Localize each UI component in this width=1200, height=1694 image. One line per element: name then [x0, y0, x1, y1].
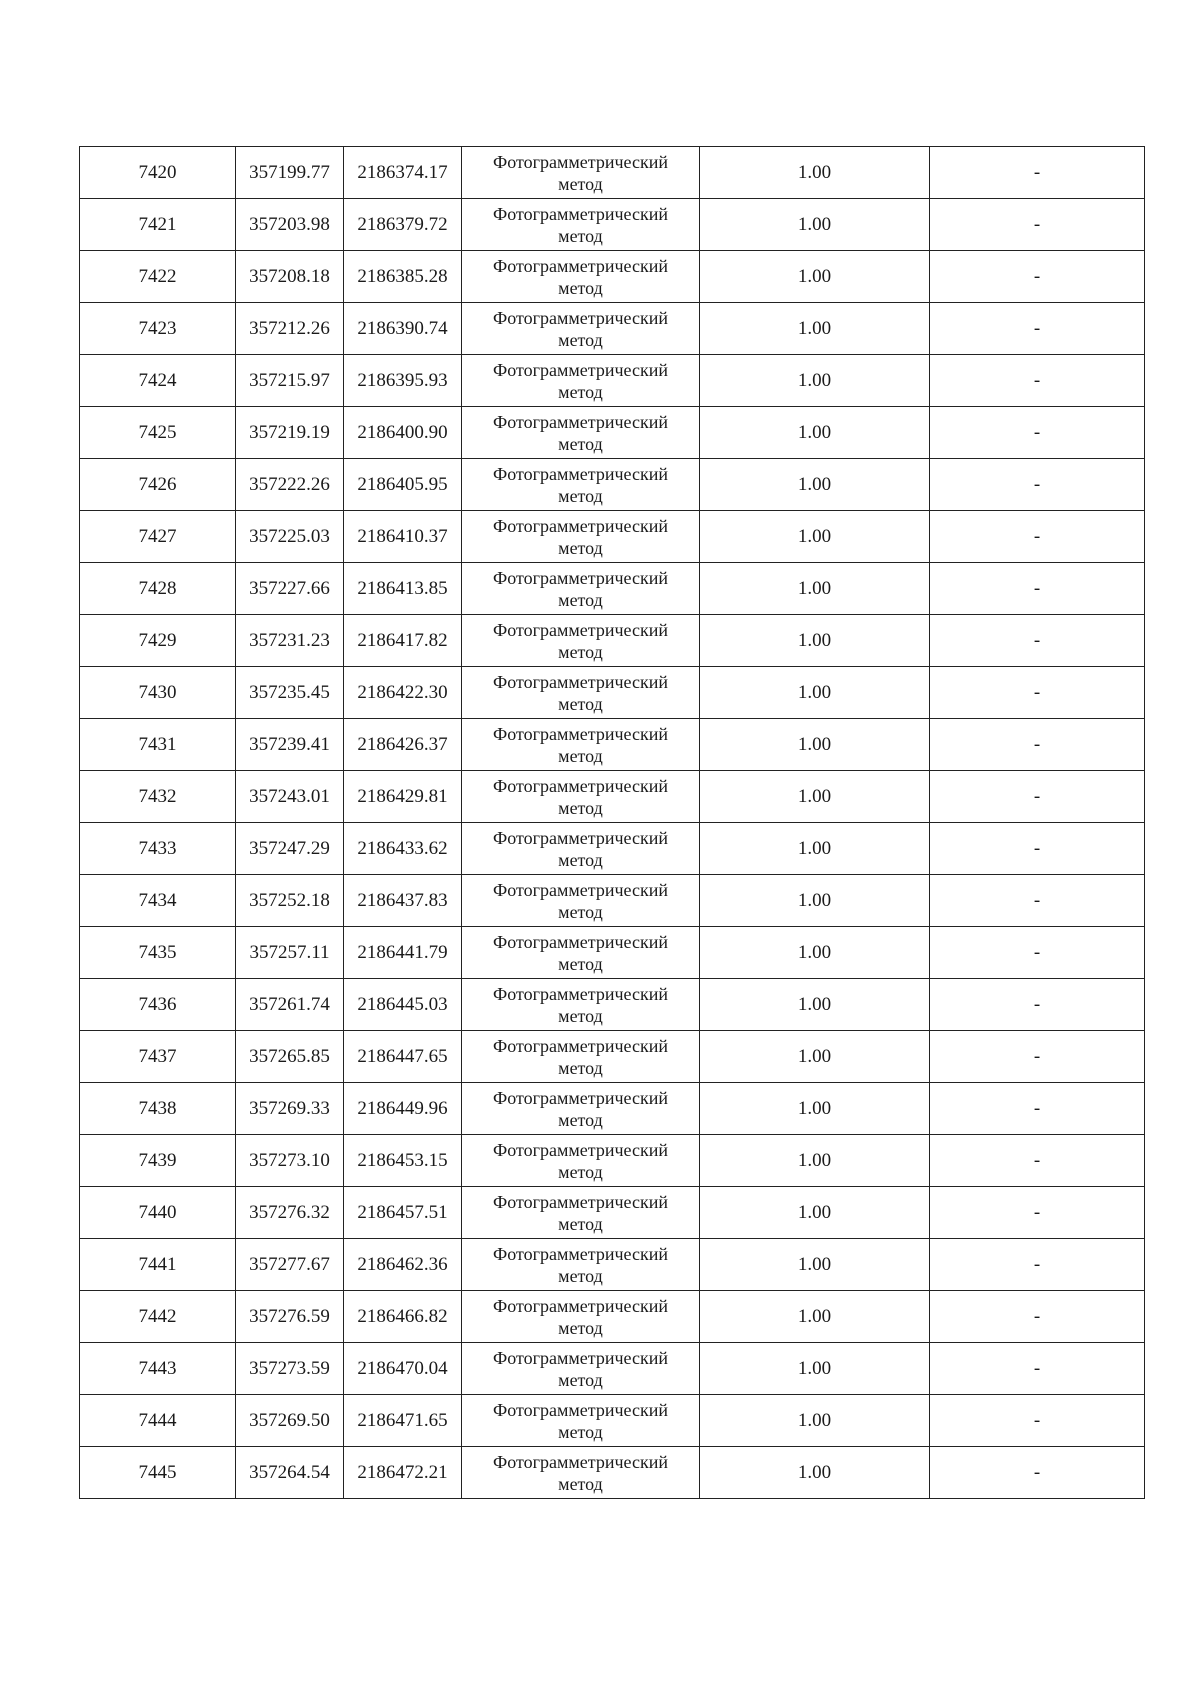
y-coordinate-cell: 2186437.83 — [344, 875, 462, 927]
point-number-cell: 7427 — [80, 511, 236, 563]
method-line-1: Фотограмметрический — [493, 1451, 668, 1472]
x-coordinate-cell: 357264.54 — [236, 1447, 344, 1499]
y-coordinate-cell: 2186390.74 — [344, 303, 462, 355]
method-cell — [462, 147, 700, 199]
note-cell: - — [930, 667, 1145, 719]
point-number-cell: 7439 — [80, 1135, 236, 1187]
method-line-2: метод — [558, 1005, 603, 1026]
table-row — [80, 1135, 1145, 1187]
point-number-cell: 7431 — [80, 719, 236, 771]
method-line-2: метод — [558, 329, 603, 350]
table-row — [80, 979, 1145, 1031]
table-row — [80, 615, 1145, 667]
note-cell: - — [930, 875, 1145, 927]
table-row — [80, 1083, 1145, 1135]
x-coordinate-cell: 357215.97 — [236, 355, 344, 407]
note-cell: - — [930, 1083, 1145, 1135]
note-cell: - — [930, 927, 1145, 979]
table-row — [80, 563, 1145, 615]
table-row — [80, 1291, 1145, 1343]
method-line-1: Фотограмметрический — [493, 1139, 668, 1160]
note-cell: - — [930, 459, 1145, 511]
table-row — [80, 875, 1145, 927]
method-line-2: метод — [558, 797, 603, 818]
note-cell: - — [930, 1343, 1145, 1395]
point-number-cell: 7434 — [80, 875, 236, 927]
x-coordinate-cell: 357203.98 — [236, 199, 344, 251]
accuracy-cell: 1.00 — [700, 511, 930, 563]
method-line-1: Фотограмметрический — [493, 151, 668, 172]
method-cell — [462, 1239, 700, 1291]
note-cell: - — [930, 563, 1145, 615]
y-coordinate-cell: 2186445.03 — [344, 979, 462, 1031]
x-coordinate-cell: 357219.19 — [236, 407, 344, 459]
y-coordinate-cell: 2186449.96 — [344, 1083, 462, 1135]
x-coordinate-cell: 357261.74 — [236, 979, 344, 1031]
method-line-1: Фотограмметрический — [493, 775, 668, 796]
method-line-2: метод — [558, 537, 603, 558]
method-line-1: Фотограмметрический — [493, 411, 668, 432]
x-coordinate-cell: 357277.67 — [236, 1239, 344, 1291]
accuracy-cell: 1.00 — [700, 1135, 930, 1187]
accuracy-cell: 1.00 — [700, 979, 930, 1031]
note-cell: - — [930, 823, 1145, 875]
table-row — [80, 1239, 1145, 1291]
note-cell: - — [930, 1031, 1145, 1083]
note-cell: - — [930, 407, 1145, 459]
y-coordinate-cell: 2186441.79 — [344, 927, 462, 979]
method-line-2: метод — [558, 1109, 603, 1130]
accuracy-cell: 1.00 — [700, 823, 930, 875]
accuracy-cell: 1.00 — [700, 355, 930, 407]
x-coordinate-cell: 357273.10 — [236, 1135, 344, 1187]
x-coordinate-cell: 357212.26 — [236, 303, 344, 355]
y-coordinate-cell: 2186457.51 — [344, 1187, 462, 1239]
table-row — [80, 1343, 1145, 1395]
x-coordinate-cell: 357276.59 — [236, 1291, 344, 1343]
note-cell: - — [930, 251, 1145, 303]
y-coordinate-cell: 2186426.37 — [344, 719, 462, 771]
method-cell — [462, 875, 700, 927]
method-line-2: метод — [558, 745, 603, 766]
accuracy-cell: 1.00 — [700, 1447, 930, 1499]
y-coordinate-cell: 2186471.65 — [344, 1395, 462, 1447]
point-number-cell: 7445 — [80, 1447, 236, 1499]
point-number-cell: 7436 — [80, 979, 236, 1031]
method-line-1: Фотограмметрический — [493, 359, 668, 380]
point-number-cell: 7440 — [80, 1187, 236, 1239]
x-coordinate-cell: 357199.77 — [236, 147, 344, 199]
method-cell — [462, 823, 700, 875]
method-cell — [462, 1291, 700, 1343]
method-line-1: Фотограмметрический — [493, 1191, 668, 1212]
method-line-1: Фотограмметрический — [493, 255, 668, 276]
accuracy-cell: 1.00 — [700, 199, 930, 251]
table-row — [80, 407, 1145, 459]
method-line-2: метод — [558, 225, 603, 246]
table-row — [80, 355, 1145, 407]
point-number-cell: 7428 — [80, 563, 236, 615]
method-line-1: Фотограмметрический — [493, 931, 668, 952]
method-line-2: метод — [558, 1473, 603, 1494]
point-number-cell: 7435 — [80, 927, 236, 979]
method-line-2: метод — [558, 1265, 603, 1286]
method-cell — [462, 1187, 700, 1239]
note-cell: - — [930, 771, 1145, 823]
note-cell: - — [930, 199, 1145, 251]
table-row — [80, 251, 1145, 303]
method-cell — [462, 407, 700, 459]
method-line-1: Фотограмметрический — [493, 671, 668, 692]
y-coordinate-cell: 2186379.72 — [344, 199, 462, 251]
y-coordinate-cell: 2186422.30 — [344, 667, 462, 719]
method-line-2: метод — [558, 1057, 603, 1078]
x-coordinate-cell: 357276.32 — [236, 1187, 344, 1239]
y-coordinate-cell: 2186470.04 — [344, 1343, 462, 1395]
table-row — [80, 199, 1145, 251]
method-line-1: Фотограмметрический — [493, 203, 668, 224]
x-coordinate-cell: 357225.03 — [236, 511, 344, 563]
y-coordinate-cell: 2186429.81 — [344, 771, 462, 823]
point-number-cell: 7425 — [80, 407, 236, 459]
y-coordinate-cell: 2186410.37 — [344, 511, 462, 563]
note-cell: - — [930, 511, 1145, 563]
method-line-1: Фотограмметрический — [493, 1243, 668, 1264]
method-line-1: Фотограмметрический — [493, 1399, 668, 1420]
method-cell — [462, 667, 700, 719]
note-cell: - — [930, 1187, 1145, 1239]
method-line-2: метод — [558, 953, 603, 974]
accuracy-cell: 1.00 — [700, 1239, 930, 1291]
point-number-cell: 7438 — [80, 1083, 236, 1135]
method-line-2: метод — [558, 433, 603, 454]
point-number-cell: 7441 — [80, 1239, 236, 1291]
point-number-cell: 7444 — [80, 1395, 236, 1447]
accuracy-cell: 1.00 — [700, 563, 930, 615]
method-line-1: Фотограмметрический — [493, 1087, 668, 1108]
accuracy-cell: 1.00 — [700, 667, 930, 719]
note-cell: - — [930, 1291, 1145, 1343]
point-number-cell: 7443 — [80, 1343, 236, 1395]
x-coordinate-cell: 357231.23 — [236, 615, 344, 667]
method-line-1: Фотограмметрический — [493, 827, 668, 848]
method-line-2: метод — [558, 1421, 603, 1442]
method-line-2: метод — [558, 589, 603, 610]
x-coordinate-cell: 357227.66 — [236, 563, 344, 615]
method-cell — [462, 615, 700, 667]
note-cell: - — [930, 1447, 1145, 1499]
table-row — [80, 719, 1145, 771]
method-cell — [462, 927, 700, 979]
method-line-1: Фотограмметрический — [493, 619, 668, 640]
accuracy-cell: 1.00 — [700, 719, 930, 771]
x-coordinate-cell: 357208.18 — [236, 251, 344, 303]
method-cell — [462, 771, 700, 823]
point-number-cell: 7429 — [80, 615, 236, 667]
table-row — [80, 1187, 1145, 1239]
y-coordinate-cell: 2186405.95 — [344, 459, 462, 511]
note-cell: - — [930, 1239, 1145, 1291]
method-line-2: метод — [558, 485, 603, 506]
method-line-2: метод — [558, 381, 603, 402]
method-line-1: Фотограмметрический — [493, 307, 668, 328]
method-line-2: метод — [558, 277, 603, 298]
method-line-2: метод — [558, 1213, 603, 1234]
x-coordinate-cell: 357269.50 — [236, 1395, 344, 1447]
note-cell: - — [930, 1135, 1145, 1187]
table-row — [80, 667, 1145, 719]
coordinates-table — [79, 146, 1145, 1499]
method-line-1: Фотограмметрический — [493, 567, 668, 588]
method-line-1: Фотограмметрический — [493, 1347, 668, 1368]
table-row — [80, 1031, 1145, 1083]
point-number-cell: 7420 — [80, 147, 236, 199]
x-coordinate-cell: 357252.18 — [236, 875, 344, 927]
method-line-1: Фотограмметрический — [493, 1295, 668, 1316]
y-coordinate-cell: 2186374.17 — [344, 147, 462, 199]
note-cell: - — [930, 719, 1145, 771]
accuracy-cell: 1.00 — [700, 459, 930, 511]
method-line-1: Фотограмметрический — [493, 1035, 668, 1056]
point-number-cell: 7432 — [80, 771, 236, 823]
y-coordinate-cell: 2186466.82 — [344, 1291, 462, 1343]
coordinates-table-body — [80, 147, 1145, 1499]
accuracy-cell: 1.00 — [700, 771, 930, 823]
accuracy-cell: 1.00 — [700, 1343, 930, 1395]
point-number-cell: 7433 — [80, 823, 236, 875]
table-row — [80, 1395, 1145, 1447]
method-line-2: метод — [558, 901, 603, 922]
note-cell: - — [930, 615, 1145, 667]
method-cell — [462, 1083, 700, 1135]
accuracy-cell: 1.00 — [700, 615, 930, 667]
table-row — [80, 511, 1145, 563]
table-row — [80, 147, 1145, 199]
table-row — [80, 771, 1145, 823]
note-cell: - — [930, 979, 1145, 1031]
x-coordinate-cell: 357273.59 — [236, 1343, 344, 1395]
table-row — [80, 823, 1145, 875]
method-line-1: Фотограмметрический — [493, 879, 668, 900]
method-cell — [462, 979, 700, 1031]
method-line-2: метод — [558, 641, 603, 662]
method-line-2: метод — [558, 1161, 603, 1182]
point-number-cell: 7424 — [80, 355, 236, 407]
x-coordinate-cell: 357222.26 — [236, 459, 344, 511]
x-coordinate-cell: 357247.29 — [236, 823, 344, 875]
method-line-1: Фотограмметрический — [493, 515, 668, 536]
y-coordinate-cell: 2186472.21 — [344, 1447, 462, 1499]
point-number-cell: 7426 — [80, 459, 236, 511]
note-cell: - — [930, 355, 1145, 407]
accuracy-cell: 1.00 — [700, 1187, 930, 1239]
accuracy-cell: 1.00 — [700, 875, 930, 927]
y-coordinate-cell: 2186462.36 — [344, 1239, 462, 1291]
method-line-2: метод — [558, 849, 603, 870]
point-number-cell: 7430 — [80, 667, 236, 719]
x-coordinate-cell: 357257.11 — [236, 927, 344, 979]
method-line-2: метод — [558, 693, 603, 714]
method-cell — [462, 251, 700, 303]
accuracy-cell: 1.00 — [700, 1395, 930, 1447]
x-coordinate-cell: 357235.45 — [236, 667, 344, 719]
table-row — [80, 303, 1145, 355]
method-line-1: Фотограмметрический — [493, 463, 668, 484]
method-cell — [462, 199, 700, 251]
method-cell — [462, 1343, 700, 1395]
x-coordinate-cell: 357243.01 — [236, 771, 344, 823]
method-line-1: Фотограмметрический — [493, 983, 668, 1004]
point-number-cell: 7421 — [80, 199, 236, 251]
method-cell — [462, 563, 700, 615]
method-line-2: метод — [558, 173, 603, 194]
table-row — [80, 927, 1145, 979]
x-coordinate-cell: 357269.33 — [236, 1083, 344, 1135]
x-coordinate-cell: 357239.41 — [236, 719, 344, 771]
point-number-cell: 7423 — [80, 303, 236, 355]
method-cell — [462, 1135, 700, 1187]
accuracy-cell: 1.00 — [700, 147, 930, 199]
method-cell — [462, 355, 700, 407]
y-coordinate-cell: 2186453.15 — [344, 1135, 462, 1187]
accuracy-cell: 1.00 — [700, 1291, 930, 1343]
method-cell — [462, 459, 700, 511]
method-cell — [462, 1031, 700, 1083]
y-coordinate-cell: 2186385.28 — [344, 251, 462, 303]
note-cell: - — [930, 303, 1145, 355]
y-coordinate-cell: 2186400.90 — [344, 407, 462, 459]
accuracy-cell: 1.00 — [700, 927, 930, 979]
method-cell — [462, 1395, 700, 1447]
accuracy-cell: 1.00 — [700, 1083, 930, 1135]
note-cell: - — [930, 1395, 1145, 1447]
method-line-2: метод — [558, 1317, 603, 1338]
y-coordinate-cell: 2186433.62 — [344, 823, 462, 875]
y-coordinate-cell: 2186417.82 — [344, 615, 462, 667]
point-number-cell: 7422 — [80, 251, 236, 303]
method-line-2: метод — [558, 1369, 603, 1390]
accuracy-cell: 1.00 — [700, 1031, 930, 1083]
y-coordinate-cell: 2186413.85 — [344, 563, 462, 615]
y-coordinate-cell: 2186447.65 — [344, 1031, 462, 1083]
method-line-1: Фотограмметрический — [493, 723, 668, 744]
accuracy-cell: 1.00 — [700, 251, 930, 303]
table-row — [80, 1447, 1145, 1499]
method-cell — [462, 719, 700, 771]
table-row — [80, 459, 1145, 511]
note-cell: - — [930, 147, 1145, 199]
point-number-cell: 7437 — [80, 1031, 236, 1083]
x-coordinate-cell: 357265.85 — [236, 1031, 344, 1083]
accuracy-cell: 1.00 — [700, 303, 930, 355]
accuracy-cell: 1.00 — [700, 407, 930, 459]
y-coordinate-cell: 2186395.93 — [344, 355, 462, 407]
method-cell — [462, 1447, 700, 1499]
method-cell — [462, 303, 700, 355]
method-cell — [462, 511, 700, 563]
point-number-cell: 7442 — [80, 1291, 236, 1343]
